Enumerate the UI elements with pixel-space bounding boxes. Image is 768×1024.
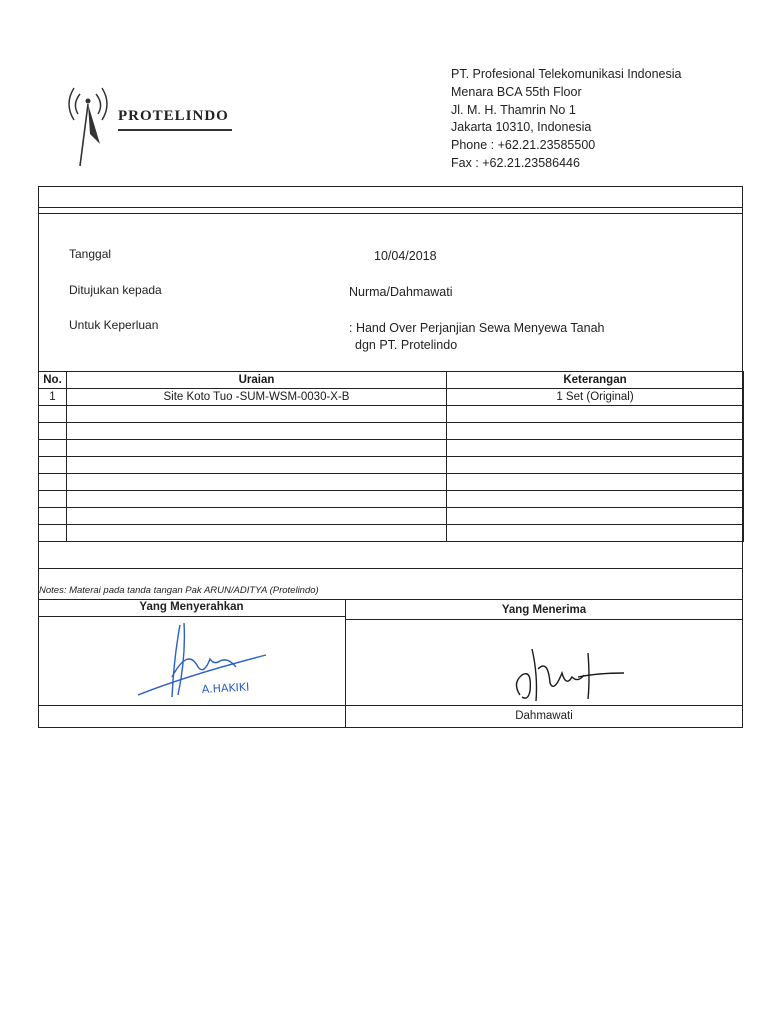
table-row [39,406,744,423]
table-row [39,440,744,457]
tanggal-value: 10/04/2018 [374,249,437,263]
row-keterangan [447,474,744,491]
row-keterangan [447,440,744,457]
tanggal-label: Tanggal [69,247,112,261]
company-logo [66,74,236,170]
receiver-label: Yang Menerima [501,604,587,616]
row-uraian [67,457,447,474]
row-no [39,525,67,542]
address-line: Jl. M. H. Thamrin No 1 [451,102,576,117]
company-address [451,66,681,173]
giver-signature [128,617,288,705]
row-keterangan [447,525,744,542]
address-line: Menara BCA 55th Floor [451,84,582,99]
col-header-uraian: Uraian [67,372,447,389]
table-row [39,389,744,406]
items-header-row [39,372,744,389]
row-keterangan [447,423,744,440]
receiver-name: Dahmawati [515,710,573,722]
keperluan-label: Untuk Keperluan [69,318,159,332]
address-fax: Fax : +62.21.23586446 [451,155,580,170]
table-row [39,525,744,542]
receiver-signature [508,639,648,709]
form-top-divider [39,207,742,208]
col-header-keterangan: Keterangan [447,372,744,389]
row-uraian [67,508,447,525]
tower-icon [66,74,126,170]
ditujukan-value: Nurma/Dahmawati [349,285,453,299]
row-keterangan [447,491,744,508]
row-no [39,406,67,423]
giver-handwritten-name: A.HAKIKI [201,680,250,696]
row-keterangan [447,406,744,423]
row-keterangan [447,457,744,474]
ditujukan-label: Ditujukan kepada [69,283,162,297]
row-keterangan: 1 Set (Original) [447,389,744,406]
sig-right-header-divider [345,619,743,620]
row-no: 1 [39,389,67,406]
col-header-no: No. [39,372,67,389]
row-uraian [67,440,447,457]
row-no [39,457,67,474]
row-no [39,508,67,525]
table-row [39,474,744,491]
row-uraian: Site Koto Tuo -SUM-WSM-0030-X-B [67,389,447,406]
keperluan-value-line1: : Hand Over Perjanjian Sewa Menyewa Tanah [349,321,605,335]
logo-wordmark: PROTELINDO [118,108,229,124]
row-uraian [67,423,447,440]
row-uraian [67,406,447,423]
row-no [39,491,67,508]
giver-label: Yang Menyerahkan [139,601,244,613]
row-keterangan [447,508,744,525]
signature-section [38,599,743,728]
table-row [39,457,744,474]
row-no [39,440,67,457]
items-table [38,371,744,542]
keperluan-value-line2: dgn PT. Protelindo [355,338,458,352]
table-row [39,423,744,440]
row-uraian [67,491,447,508]
notes-text: Notes: Materai pada tanda tangan Pak ARUN/ADITYA (Protelindo) [39,585,319,596]
address-line: Jakarta 10310, Indonesia [451,120,592,135]
row-uraian [67,474,447,491]
table-row [39,508,744,525]
table-row [39,491,744,508]
address-line: PT. Profesional Telekomunikasi Indonesia [451,67,682,81]
form-top-divider-2 [39,213,742,214]
row-no [39,423,67,440]
logo-underline [118,129,232,131]
sig-top-border [38,599,743,600]
row-no [39,474,67,491]
row-uraian [67,525,447,542]
sig-middle-divider [345,599,346,728]
table-bottom-divider [39,568,742,569]
address-phone: Phone : +62.21.23585500 [451,138,596,153]
